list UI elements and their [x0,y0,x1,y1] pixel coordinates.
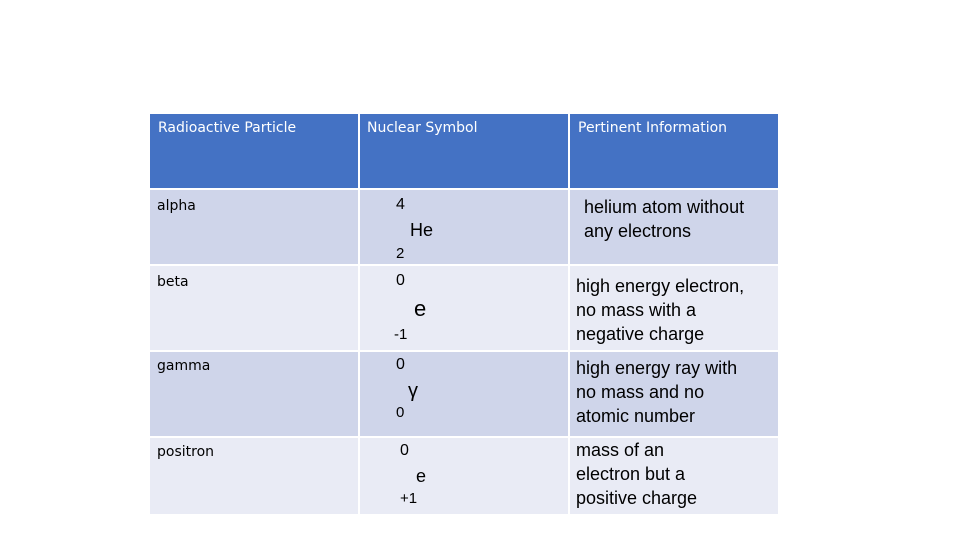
pertinent-info: high energy ray with no mass and no atomic number [576,358,738,426]
element-symbol: e [416,466,427,486]
particle-name: positron [157,444,215,460]
nuclear-symbol-cell [360,438,570,514]
table-row-beta [150,266,778,352]
mass-number: 4 [396,196,405,213]
header-nuclear-symbol: Nuclear Symbol [360,114,570,190]
particle-name: beta [157,274,189,290]
pertinent-info: high energy electron, no mass with a negative charge [576,276,745,344]
nuclear-symbol-cell [360,266,570,352]
element-symbol: e [414,296,427,321]
atomic-number: -1 [394,326,408,343]
table-row-alpha [150,190,778,266]
mass-number: 0 [396,356,405,373]
pertinent-info: helium atom without any electrons [584,197,745,241]
element-symbol: He [410,220,434,240]
mass-number: 0 [396,272,405,289]
atomic-number: 2 [396,245,405,262]
element-symbol: γ [408,380,418,402]
radioactive-particles-table [150,114,778,514]
nuclear-symbol-cell [360,190,570,266]
table-row-gamma [150,352,778,438]
atomic-number: 0 [396,404,405,421]
header-radioactive-particle: Radioactive Particle [150,114,360,190]
nuclear-symbol-cell [360,352,570,438]
table-row-positron [150,438,778,514]
atomic-number: +1 [400,490,418,507]
mass-number: 0 [400,442,409,459]
header-pertinent-information: Pertinent Information [570,114,778,190]
particle-name: alpha [157,198,196,214]
particle-name: gamma [157,358,211,374]
table-header-row [150,114,778,190]
pertinent-info: mass of an electron but a positive charge [576,440,698,508]
